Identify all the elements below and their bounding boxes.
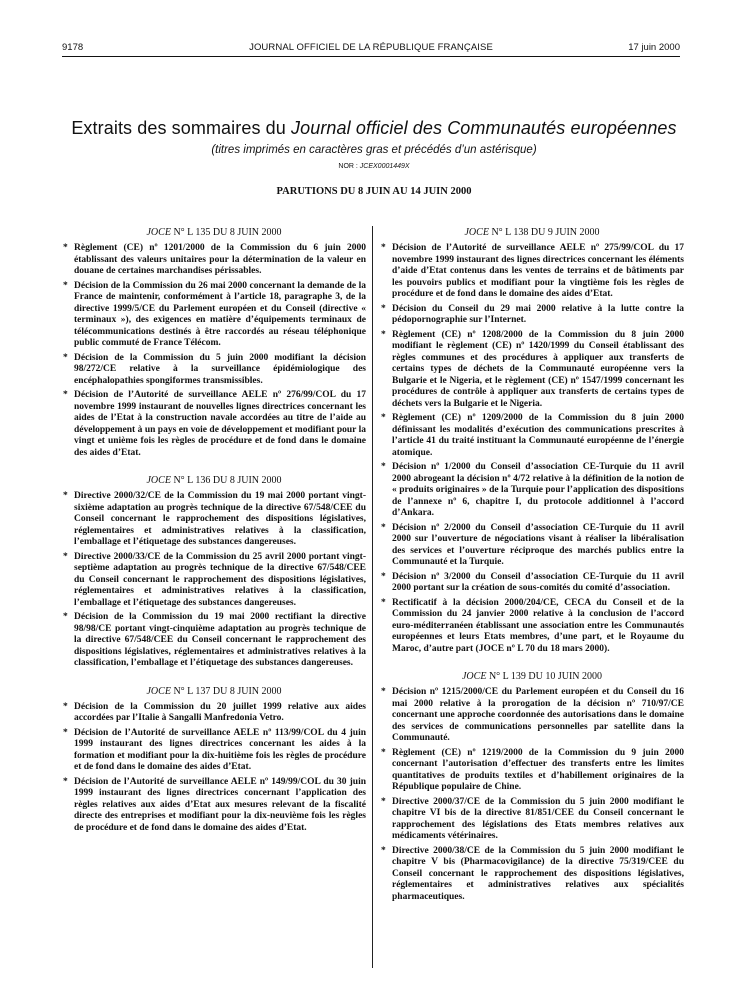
summary-item-text: Règlement (CE) nº 1219/2000 de la Commission du 9 juin 2000 concernant l’autorisation d’effectuer des transferts entre les limites quantitatives de produits textiles et d’habillement originaires de la République populaire de Chine. (392, 747, 684, 792)
section-heading (380, 670, 684, 683)
summary-item (62, 281, 366, 350)
issue-date: 17 juin 2000 (628, 42, 680, 53)
right-column (380, 226, 684, 966)
summary-item-text: Décision nº 1/2000 du Conseil d’association CE-Turquie du 11 avril 2000 abrogeant la décision nº 4/72 relative à la définition de la notion de « produits originaires » de la Turquie pour l’application des dispositions de l’annexe nº 6, chapitre I, du protocole additionnel à l’accord d’Ankara. (392, 462, 684, 518)
summary-item-text: Directive 2000/33/CE de la Commission du 25 avril 2000 portant vingt-septième adaptation au progrès technique de la directive 67/548/CEE du Conseil concernant le rapprochement des dispositions législatives, réglementaires et administratives relatives à la classification, l’emballage et l’étiquetage des substances dangereuses. (74, 551, 366, 608)
summary-item (380, 572, 684, 595)
summary-item (62, 491, 366, 549)
asterisk-marker: * (381, 687, 386, 697)
title-prefix: Extraits des sommaires du (71, 118, 292, 138)
asterisk-marker: * (381, 796, 386, 807)
summary-item (380, 846, 684, 904)
summary-item-text: Décision de l’Autorité de surveillance AELE nº 275/99/COL du 17 novembre 1999 instaurant des lignes directrices concernant les éléments d’aide d’Etat contenus dans les ventes de terrains et de bâtiments par les pouvoirs publics et modifiant pour la vingtième fois les règles de procédure et de fond dans le domaine des aides d’Etat. (392, 243, 684, 299)
summary-item-text: Règlement (CE) nº 1201/2000 de la Commission du 6 juin 2000 établissant des valeurs unitaires pour la détermination de la valeur en douane de certaines marchandises périssables. (74, 243, 366, 276)
page-title (62, 118, 686, 139)
asterisk-marker: * (63, 352, 68, 363)
running-header (62, 40, 680, 56)
page-number: 9178 (62, 42, 84, 53)
summary-item-text: Décision du Conseil du 29 mai 2000 relative à la lutte contre la pédopornographie sur l’Internet. (392, 303, 684, 325)
page-subtitle: (titres imprimés en caractères gras et précédés d’un astérisque) (211, 144, 537, 156)
section-heading-text: N° L 139 DU 10 JUIN 2000 (486, 671, 603, 682)
summary-item (380, 413, 684, 459)
asterisk-marker: * (63, 727, 68, 738)
section-heading (380, 226, 684, 239)
summary-item (62, 243, 366, 278)
asterisk-marker: * (63, 551, 68, 562)
section-gap (62, 462, 366, 474)
asterisk-marker: * (63, 243, 68, 253)
summary-item-text: Décision de la Commission du 20 juillet 1999 relative aux aides accordées par l’Italie à Sangalli Manfredonia Vetro. (74, 701, 366, 723)
asterisk-marker: * (381, 303, 386, 314)
summary-item-text: Règlement (CE) nº 1209/2000 de la Commission du 8 juin 2000 définissant les modalités d’exécution des communications prescrites à l’article 41 du traité instituant la Communauté européenne de l’énergie atomique. (392, 413, 684, 458)
journal-title: JOURNAL OFFICIEL DE LA RÉPUBLIQUE FRANÇAISE (249, 42, 493, 53)
summary-item (380, 797, 684, 843)
summary-item-text: Décision de la Commission du 19 mai 2000 rectifiant la directive 98/98/CE portant vingt-cinquième adaptation au progrès technique de la directive 67/548/CEE du Conseil concernant le rapprochement des dispositions législatives, réglementaires et administratives relatives à la classification, l’emballage et l’étiquetage des substances dangereuses. (74, 612, 366, 668)
summary-item-text: Décision nº 2/2000 du Conseil d’association CE-Turquie du 11 avril 2000 sur l’ouverture de négociations visant à réaliser la libéralisation des services et l’ouverture réciproque des marchés publics entre la Communauté et la Turquie. (392, 522, 684, 567)
section-heading-text: N° L 136 DU 8 JUIN 2000 (170, 475, 282, 486)
asterisk-marker: * (381, 597, 386, 608)
summary-item-text: Décision de l’Autorité de surveillance AELE nº 276/99/COL du 17 novembre 1999 instaurant de nouvelles lignes directrices concernant les aides de l’Etat à la construction navale accordées au titre de l’aide au développement à un pays en voie de développement et modifiant pour la vingt et unième fois les règles de procédure et de fond dans le domaine des aides d’Etat. (74, 390, 366, 458)
summary-item-text: Décision de la Commission du 5 juin 2000 modifiant la décision 98/272/CE relative à la surveillance épidémiologique des encéphalopathies spongiformes transmissibles. (74, 352, 366, 386)
summary-item (380, 748, 684, 794)
summary-item (380, 523, 684, 569)
summary-item (62, 390, 366, 459)
section-heading-label: JOCE (146, 227, 171, 238)
asterisk-marker: * (63, 612, 68, 622)
section-heading (62, 226, 366, 239)
asterisk-marker: * (381, 522, 386, 533)
asterisk-marker: * (381, 462, 386, 472)
summary-item (62, 777, 366, 835)
summary-item-text: Décision de la Commission du 26 mai 2000 concernant la demande de la France de maintenir, conformément à l’article 18, paragraphe 3, de la directive 1999/5/CE du Parlement européen et du Conseil (directive « terminaux »), des exigences en matière d’équipements terminaux de télécommunications destinés à être raccordés au réseau téléphonique public commuté de France Télécom. (74, 280, 366, 348)
summary-item (380, 330, 684, 411)
summary-item-text: Décision nº 1215/2000/CE du Parlement européen et du Conseil du 16 mai 2000 relative à la prorogation de la décision nº 710/97/CE concernant une approche coordonnée des autorisations dans le domaine des services de communications personnelles par satellite dans la Communauté. (392, 687, 684, 743)
summary-item (62, 702, 366, 725)
left-column (62, 226, 366, 966)
summary-item (380, 462, 684, 520)
section-heading (62, 685, 366, 698)
section-heading-text: N° L 135 DU 8 JUIN 2000 (170, 227, 282, 238)
section-heading-text: N° L 137 DU 8 JUIN 2000 (170, 685, 282, 697)
section-heading-label: JOCE (461, 671, 487, 682)
asterisk-marker: * (63, 280, 68, 291)
nor-value: JCEX0001449X (359, 163, 410, 170)
summary-item-text: Décision de l’Autorité de surveillance AELE nº 149/99/COL du 30 juin 1999 instaurant des lignes directrices concernant l’application des règles relatives aux aides d’Etat aux mesures relevant de la fiscalité directe des entreprises et modifiant pour la dix-neuvième fois les règles de procédure et de fond dans le domaine des aides d’Etat. (74, 776, 366, 833)
summary-item (380, 598, 684, 656)
summary-item-text: Directive 2000/37/CE de la Commission du 5 juin 2000 modifiant le chapitre VI bis de la directive 81/851/CEE du Conseil concernant le rapprochement des législations des Etats membres relatives aux médicaments vétérinaires. (392, 796, 684, 841)
summary-item (62, 728, 366, 774)
section-heading-text: N° L 138 DU 9 JUIN 2000 (488, 227, 600, 238)
summary-item (62, 353, 366, 388)
asterisk-marker: * (381, 747, 386, 758)
summary-item (62, 612, 366, 670)
section-gap (380, 658, 684, 670)
summary-item (62, 552, 366, 610)
parutions-heading: PARUTIONS DU 8 JUIN AU 14 JUIN 2000 (276, 186, 472, 197)
summary-item-text: Rectificatif à la décision 2000/204/CE, CECA du Conseil et de la Commission du 24 janvier 2000 relative à la conclusion de l’accord euro-méditerranéen établissant une association entre les Communautés européennes et leurs Etats membres, d’une part, et le Royaume du Maroc, d’autre part (JOCE nº L 70 du 18 mars 2000). (392, 597, 684, 654)
section-heading (62, 474, 366, 487)
asterisk-marker: * (63, 776, 68, 787)
summary-item-text: Directive 2000/32/CE de la Commission du 19 mai 2000 portant vingt-sixième adaptation au progrès technique de la directive 67/548/CEE du Conseil concernant le rapprochement des dispositions législatives, réglementaires et administratives relatives à la classification, l’emballage et l’étiquetage des substances dangereuses. (74, 491, 366, 547)
asterisk-marker: * (63, 701, 68, 712)
asterisk-marker: * (63, 390, 68, 400)
asterisk-marker: * (381, 243, 386, 253)
asterisk-marker: * (381, 845, 386, 856)
summary-item (380, 304, 684, 327)
asterisk-marker: * (381, 571, 386, 582)
asterisk-marker: * (63, 491, 68, 501)
summary-item (380, 687, 684, 745)
section-heading-label: JOCE (146, 475, 171, 486)
summary-item-text: Décision de l’Autorité de surveillance AELE nº 113/99/COL du 4 juin 1999 instaurant des lignes directrices concernant les aides à la formation et modifiant pour la dix-huitième fois les règles de procédure et de fond dans le domaine des aides d’Etat. (74, 727, 366, 772)
nor-label: NOR : (338, 163, 360, 170)
asterisk-marker: * (381, 329, 386, 340)
summary-item-text: Décision nº 3/2000 du Conseil d’association CE-Turquie du 11 avril 2000 portant sur la création de sous-comités du comité d’association. (392, 571, 684, 593)
summary-item-text: Règlement (CE) nº 1208/2000 de la Commission du 8 juin 2000 modifiant le règlement (CE) nº 1420/1999 du Conseil établissant des règles communes et des procédures à appliquer aux transferts de certains types de déchets de la Communauté européenne vers la Bulgarie et le Nigeria, et le règlement (CE) nº 1547/1999 concernant les procédures de contrôle à appliquer aux transferts de certains types de déchets vers la Bulgarie et le Nigeria. (392, 329, 684, 409)
asterisk-marker: * (381, 413, 386, 423)
summary-item (380, 243, 684, 301)
column-divider (372, 226, 373, 968)
header-rule (62, 56, 680, 57)
title-journal-name: Journal officiel des Communautés européennes (291, 118, 677, 138)
section-gap (62, 673, 366, 685)
section-heading-label: JOCE (464, 227, 489, 238)
summary-item-text: Directive 2000/38/CE de la Commission du 5 juin 2000 modifiant le chapitre V bis (Pharmacovigilance) de la directive 75/319/CEE du Conseil concernant le rapprochement des dispositions législatives, réglementaires et administratives relatives aux spécialités pharmaceutiques. (392, 845, 684, 902)
section-heading-label: JOCE (146, 685, 171, 697)
nor-reference (62, 163, 686, 170)
